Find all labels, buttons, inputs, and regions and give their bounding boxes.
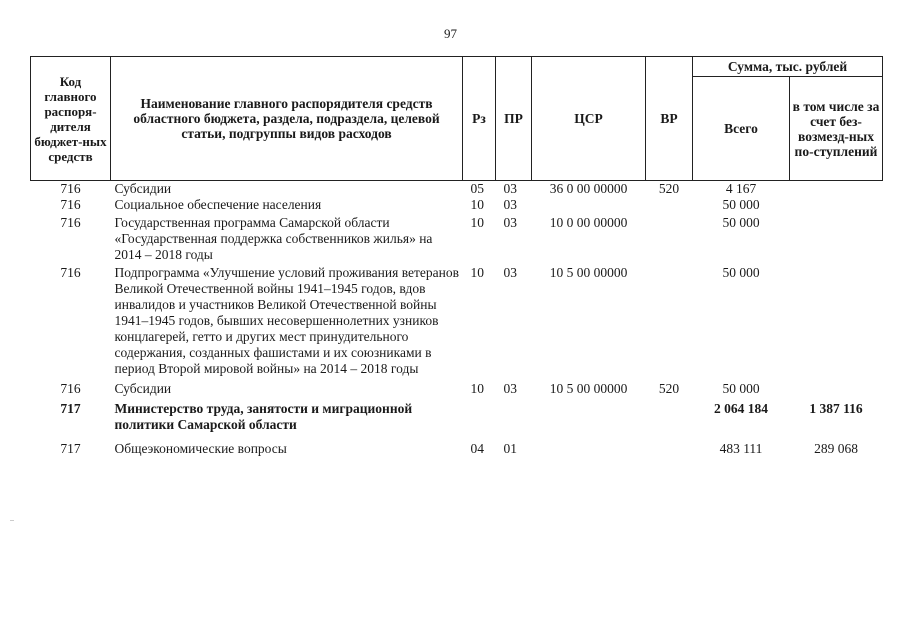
budget-table bbox=[30, 56, 883, 457]
header-pr: ПР bbox=[496, 57, 532, 181]
cell-rz: 05 bbox=[470, 181, 484, 196]
cell-name: Министерство труда, занятости и миграционной политики Самарской области bbox=[114, 401, 413, 432]
cell-total: 50 000 bbox=[722, 197, 760, 212]
cell-incl bbox=[790, 181, 883, 198]
cell-name: Подпрограмма «Улучшение условий проживания ветеранов Великой Отечественной войны 1941–1945 годов, вдов инвалидов и участников Великой Отечественной войны 1941–1945 годов, бывших несовершеннолетних узников концлагерей, гетто и других мест принудительного содержания, созданных фашистами и их союзниками в период Второй мировой войны» на 2014 – 2018 годы bbox=[114, 265, 459, 376]
table-row bbox=[31, 263, 883, 377]
cell-total: 50 000 bbox=[722, 381, 760, 396]
header-code: Код главного распоря-дителя бюджет-ных средств bbox=[31, 57, 111, 181]
cell-vr bbox=[646, 397, 693, 433]
cell-vr bbox=[646, 263, 693, 377]
cell-pr bbox=[496, 397, 532, 433]
cell-name: Субсидии bbox=[114, 381, 172, 396]
cell-code: 717 bbox=[60, 441, 81, 456]
cell-name: Общеэкономические вопросы bbox=[114, 441, 287, 456]
cell-total: 50 000 bbox=[722, 265, 760, 280]
header-name: Наименование главного распорядителя средств областного бюджета, раздела, подраздела, целевой статьи, подгруппы видов расходов bbox=[111, 57, 463, 181]
header-rz: Рз bbox=[463, 57, 496, 181]
table-row bbox=[31, 181, 883, 198]
cell-csr bbox=[532, 397, 646, 433]
cell-vr: 520 bbox=[658, 381, 680, 396]
cell-csr: 10 0 00 00000 bbox=[549, 215, 628, 230]
cell-csr bbox=[532, 433, 646, 457]
cell-name: Социальное обеспечение населения bbox=[114, 197, 322, 212]
cell-code: 716 bbox=[60, 181, 81, 196]
cell-total: 50 000 bbox=[722, 215, 760, 230]
cell-incl: 1 387 116 bbox=[809, 401, 863, 416]
header-csr: ЦСР bbox=[532, 57, 646, 181]
cell-vr bbox=[646, 433, 693, 457]
cell-total: 4 167 bbox=[725, 181, 757, 196]
cell-code: 717 bbox=[60, 401, 81, 416]
cell-code: 716 bbox=[60, 265, 81, 280]
cell-rz: 04 bbox=[470, 441, 484, 456]
cell-pr: 03 bbox=[503, 381, 517, 396]
header-sum: Сумма, тыс. рублей bbox=[693, 57, 883, 77]
cell-pr: 03 bbox=[503, 181, 517, 196]
cell-csr: 36 0 00 00000 bbox=[549, 181, 628, 196]
cell-pr: 03 bbox=[503, 265, 517, 280]
cell-incl bbox=[790, 377, 883, 397]
cell-incl bbox=[790, 197, 883, 213]
cell-name: Субсидии bbox=[114, 181, 172, 196]
cell-total: 483 111 bbox=[719, 441, 763, 456]
cell-rz: 10 bbox=[470, 215, 484, 230]
cell-rz bbox=[463, 397, 496, 433]
header-total: Всего bbox=[693, 77, 790, 181]
cell-incl bbox=[790, 263, 883, 377]
cell-vr: 520 bbox=[658, 181, 680, 196]
header-incl: в том числе за счет без-возмезд-ных по-ступлений bbox=[790, 77, 883, 181]
cell-incl bbox=[790, 213, 883, 263]
cell-code: 716 bbox=[60, 215, 81, 230]
cell-rz: 10 bbox=[470, 381, 484, 396]
cell-total: 2 064 184 bbox=[714, 401, 768, 416]
table-row bbox=[31, 433, 883, 457]
cell-vr bbox=[646, 197, 693, 213]
cell-code: 716 bbox=[60, 381, 81, 396]
cell-incl: 289 068 bbox=[814, 441, 858, 456]
cell-csr: 10 5 00 00000 bbox=[549, 381, 628, 396]
scan-mark bbox=[10, 520, 14, 521]
cell-code: 716 bbox=[60, 197, 81, 212]
table-row bbox=[31, 197, 883, 213]
page-number: 97 bbox=[444, 26, 457, 41]
cell-pr: 01 bbox=[503, 441, 517, 456]
cell-csr bbox=[532, 197, 646, 213]
cell-rz: 10 bbox=[470, 265, 484, 280]
cell-pr: 03 bbox=[503, 197, 517, 212]
cell-vr bbox=[646, 213, 693, 263]
header-vr: ВР bbox=[646, 57, 693, 181]
table-row bbox=[31, 397, 883, 433]
cell-rz: 10 bbox=[470, 197, 484, 212]
cell-csr: 10 5 00 00000 bbox=[549, 265, 628, 280]
table-row bbox=[31, 377, 883, 397]
cell-pr: 03 bbox=[503, 215, 517, 230]
table-row bbox=[31, 213, 883, 263]
cell-name: Государственная программа Самарской области «Государственная поддержка собственников жилья» на 2014 – 2018 годы bbox=[114, 215, 433, 262]
